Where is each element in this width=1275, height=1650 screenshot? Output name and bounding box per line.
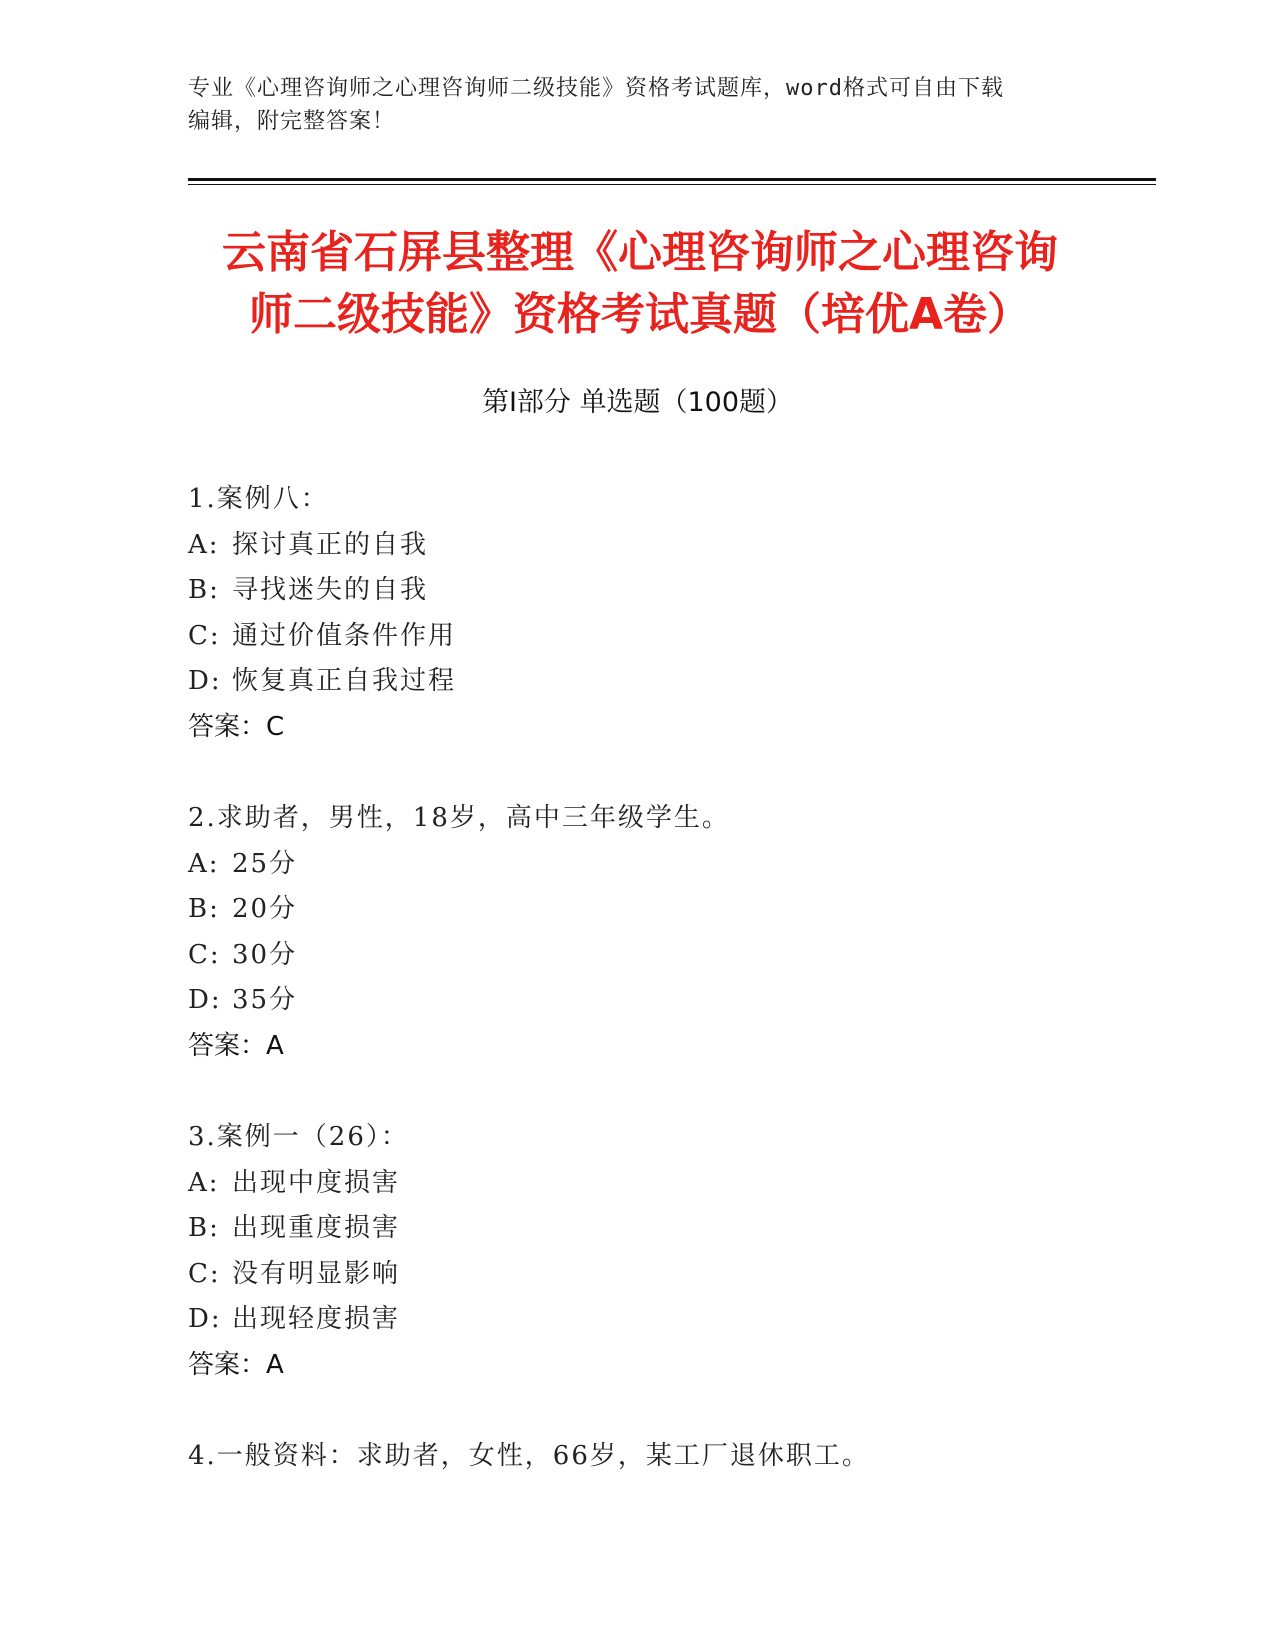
option-letter: C:	[188, 620, 221, 651]
option-b	[188, 1206, 1148, 1252]
header-note-line-1: 专业《心理咨询师之心理咨询师二级技能》资格考试题库，word格式可自由下载	[188, 76, 1004, 101]
section-title: 第Ⅰ部分 单选题（100题）	[481, 387, 794, 418]
option-text: 没有明显影响	[232, 1258, 401, 1289]
question-stem: 2.求助者，男性，18岁，高中三年级学生。	[188, 803, 730, 833]
question-1	[188, 477, 1148, 750]
option-letter: B:	[188, 575, 220, 605]
question-2	[188, 796, 1148, 1069]
answer-line: 答案：C	[188, 711, 285, 742]
option-text: 20分	[232, 894, 298, 924]
option-letter: A:	[188, 848, 220, 879]
question-stem: 3.案例一（26）：	[188, 1122, 409, 1152]
option-letter: D:	[188, 985, 222, 1015]
answer-line: 答案：A	[188, 1349, 284, 1380]
option-text: 出现轻度损害	[232, 1304, 401, 1334]
option-a	[188, 842, 1148, 888]
option-letter: D:	[188, 666, 222, 696]
option-a	[188, 1161, 1148, 1207]
header-note-line-2: 编辑，附完整答案！	[188, 109, 396, 134]
option-letter: D:	[188, 1304, 222, 1334]
header-divider-thick	[188, 178, 1156, 181]
option-text: 出现中度损害	[232, 1167, 401, 1198]
question-list	[188, 477, 1148, 1526]
option-d	[188, 978, 1148, 1024]
option-text: 寻找迷失的自我	[232, 575, 429, 605]
option-text: 恢复真正自我过程	[232, 666, 457, 696]
header-note	[188, 72, 1068, 138]
option-c	[188, 614, 1148, 660]
option-b	[188, 568, 1148, 614]
option-letter: A:	[188, 529, 220, 560]
question-stem: 1.案例八：	[188, 484, 329, 514]
option-letter: C:	[188, 939, 221, 970]
option-letter: C:	[188, 1258, 221, 1289]
option-text: 出现重度损害	[232, 1213, 401, 1243]
option-d	[188, 659, 1148, 705]
document-title-line-2: 师二级技能》资格考试真题（培优A卷）	[248, 289, 1032, 340]
option-c	[188, 1252, 1148, 1298]
option-letter: A:	[188, 1167, 220, 1198]
question-4	[188, 1434, 1148, 1480]
option-text: 30分	[232, 939, 298, 970]
option-letter: B:	[188, 894, 220, 924]
document-title-line-1: 云南省石屏县整理《心理咨询师之心理咨询	[222, 227, 1058, 278]
option-text: 探讨真正的自我	[232, 529, 429, 560]
question-stem: 4.一般资料：求助者，女性，66岁，某工厂退休职工。	[188, 1441, 870, 1471]
option-text: 35分	[232, 985, 298, 1015]
option-b	[188, 887, 1148, 933]
option-text: 25分	[232, 848, 298, 879]
option-a	[188, 523, 1148, 569]
option-letter: B:	[188, 1213, 220, 1243]
option-d	[188, 1297, 1148, 1343]
option-c	[188, 933, 1148, 979]
answer-line: 答案：A	[188, 1030, 284, 1061]
document-title	[190, 222, 1090, 346]
option-text: 通过价值条件作用	[232, 620, 457, 651]
header-divider-thin	[188, 184, 1156, 185]
question-3	[188, 1115, 1148, 1388]
